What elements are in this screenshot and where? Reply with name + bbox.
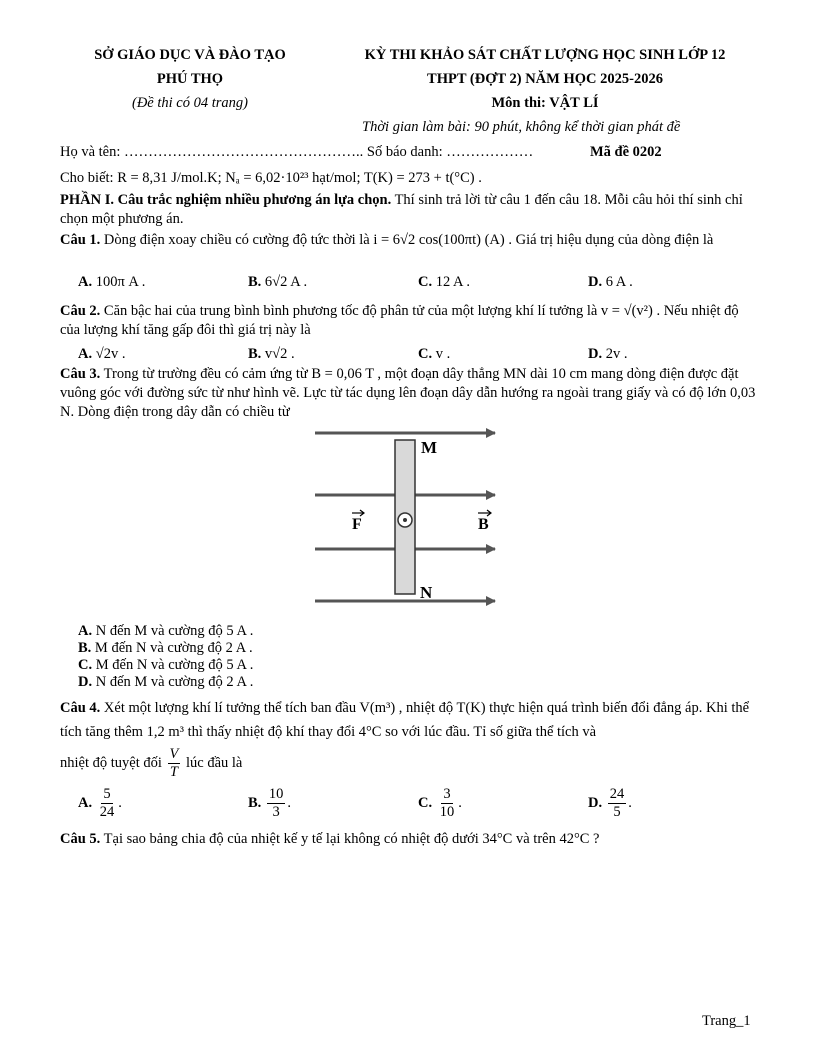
q4-text-line3: nhiệt độ tuyệt đối $\frac{V}{T}$ lúc đầu là <box>60 746 243 781</box>
q3-option-d: D. N đến M và cường độ 2 A . <box>78 674 254 690</box>
label-n: N <box>420 583 433 602</box>
q3-text: Trong từ trường đều có cảm ứng từ B = 0,06 T , một đoạn dây thẳng MN dài 10 cm mang dòng điện được đặt vuông góc với đường sức từ như hình vẽ. Lực từ tác dụng lên đoạn dây dẫn hướng ra ngoài trang giấy và có độ lớn 0,03 N. Dòng điện trong dây dẫn có chiều từ <box>60 366 756 420</box>
q1-label: Câu 1. <box>60 232 101 248</box>
question-4 <box>60 697 760 745</box>
q2-option-b: B. v√2 . <box>248 346 295 362</box>
q2-text: Căn bậc hai của trung bình bình phương tốc độ phân tử của một lượng khí lí tưởng là v = √(v²) . Nếu nhiệt độ của lượng khí tăng gấp đôi thì giá trị này là <box>60 303 739 338</box>
q4-option-b: B. $\frac{10}{3}$ . <box>248 786 292 821</box>
question-3 <box>60 365 760 422</box>
q3-label: Câu 3. <box>60 366 101 382</box>
time-note: Thời gian làm bài: 90 phút, không kể thời gian phát đề <box>362 119 681 135</box>
province-name: PHÚ THỌ <box>156 71 224 87</box>
q3-option-c: C. M đến N và cường độ 5 A . <box>78 657 254 673</box>
q1-option-c: C. 12 A . <box>418 274 470 290</box>
part1-intro <box>60 191 760 229</box>
q3-figure <box>300 420 510 615</box>
q1-option-d: D. 6 A . <box>588 274 633 290</box>
label-m: M <box>421 438 438 457</box>
exam-subtitle: THPT (ĐỢT 2) NĂM HỌC 2025-2026 <box>427 71 663 87</box>
q3-option-a: A. N đến M và cường độ 5 A . <box>78 623 254 639</box>
q3-option-b: B. M đến N và cường độ 2 A . <box>78 640 253 656</box>
department-name: SỞ GIÁO DỤC VÀ ĐÀO TẠO <box>94 47 286 63</box>
q5-label: Câu 5. <box>60 831 101 847</box>
exam-title: KỲ THI KHẢO SÁT CHẤT LƯỢNG HỌC SINH LỚP 12 <box>364 47 726 63</box>
q4-option-d: D. $\frac{24}{5}$ . <box>588 786 632 821</box>
q5-text: Tại sao bảng chia độ của nhiệt kế y tế lại không có nhiệt độ dưới 34°C và trên 42°C ? <box>100 831 600 847</box>
pages-note: (Đề thi có 04 trang) <box>132 95 248 111</box>
q4-text: Xét một lượng khí lí tưởng thể tích ban đầu V(m³) , nhiệt độ T(K) thực hiện quá trình biến đổi đẳng áp. Khi thể tích tăng thêm 1,2 m³ thì thấy nhiệt độ khí thay đổi 4°C so với lúc đầu. Tỉ số giữa thể tích và <box>60 700 750 740</box>
force-dot <box>403 518 407 522</box>
ratio-fraction: $\frac{V}{T}$ <box>169 746 179 781</box>
exam-code: Mã đề 0202 <box>590 144 662 160</box>
q4-option-a: A. $\frac{5}{24}$ . <box>78 786 122 821</box>
q4-label: Câu 4. <box>60 700 101 716</box>
question-2 <box>60 302 760 340</box>
part1-desc: Thí sinh trả lời từ câu 1 đến câu 18. Mỗi câu hỏi thí sinh chỉ chọn một phương án. <box>60 192 743 227</box>
q2-option-d: D. 2v . <box>588 346 628 362</box>
part1-title: PHẦN I. Câu trắc nghiệm nhiều phương án lựa chọn. <box>60 192 392 208</box>
q2-option-c: C. v . <box>418 346 451 362</box>
q1-option-a: A. 100π A . <box>78 274 146 290</box>
q1-option-b: B. 6√2 A . <box>248 274 308 290</box>
label-b: B <box>478 516 489 533</box>
given-constants: Cho biết: R = 8,31 J/mol.K; Nₐ = 6,02·10²³ hạt/mol; T(K) = 273 + t(°C) . <box>60 170 482 186</box>
q4-option-c: C. $\frac{3}{10}$ . <box>418 786 462 821</box>
q1-text: Dòng điện xoay chiều có cường độ tức thời là i = 6√2 cos(100πt) (A) . Giá trị hiệu dụng của dòng điện là <box>100 232 714 248</box>
q2-label: Câu 2. <box>60 303 101 319</box>
q2-option-a: A. √2v . <box>78 346 126 362</box>
student-info-line: Họ và tên: ………………………………………….. Số báo danh: ……………… <box>60 144 534 160</box>
label-f: F <box>352 516 362 533</box>
subject: Môn thi: VẬT LÍ <box>491 95 599 111</box>
question-5 <box>60 830 760 849</box>
page-number: Trang_1 <box>702 1013 751 1029</box>
question-1 <box>60 231 760 250</box>
